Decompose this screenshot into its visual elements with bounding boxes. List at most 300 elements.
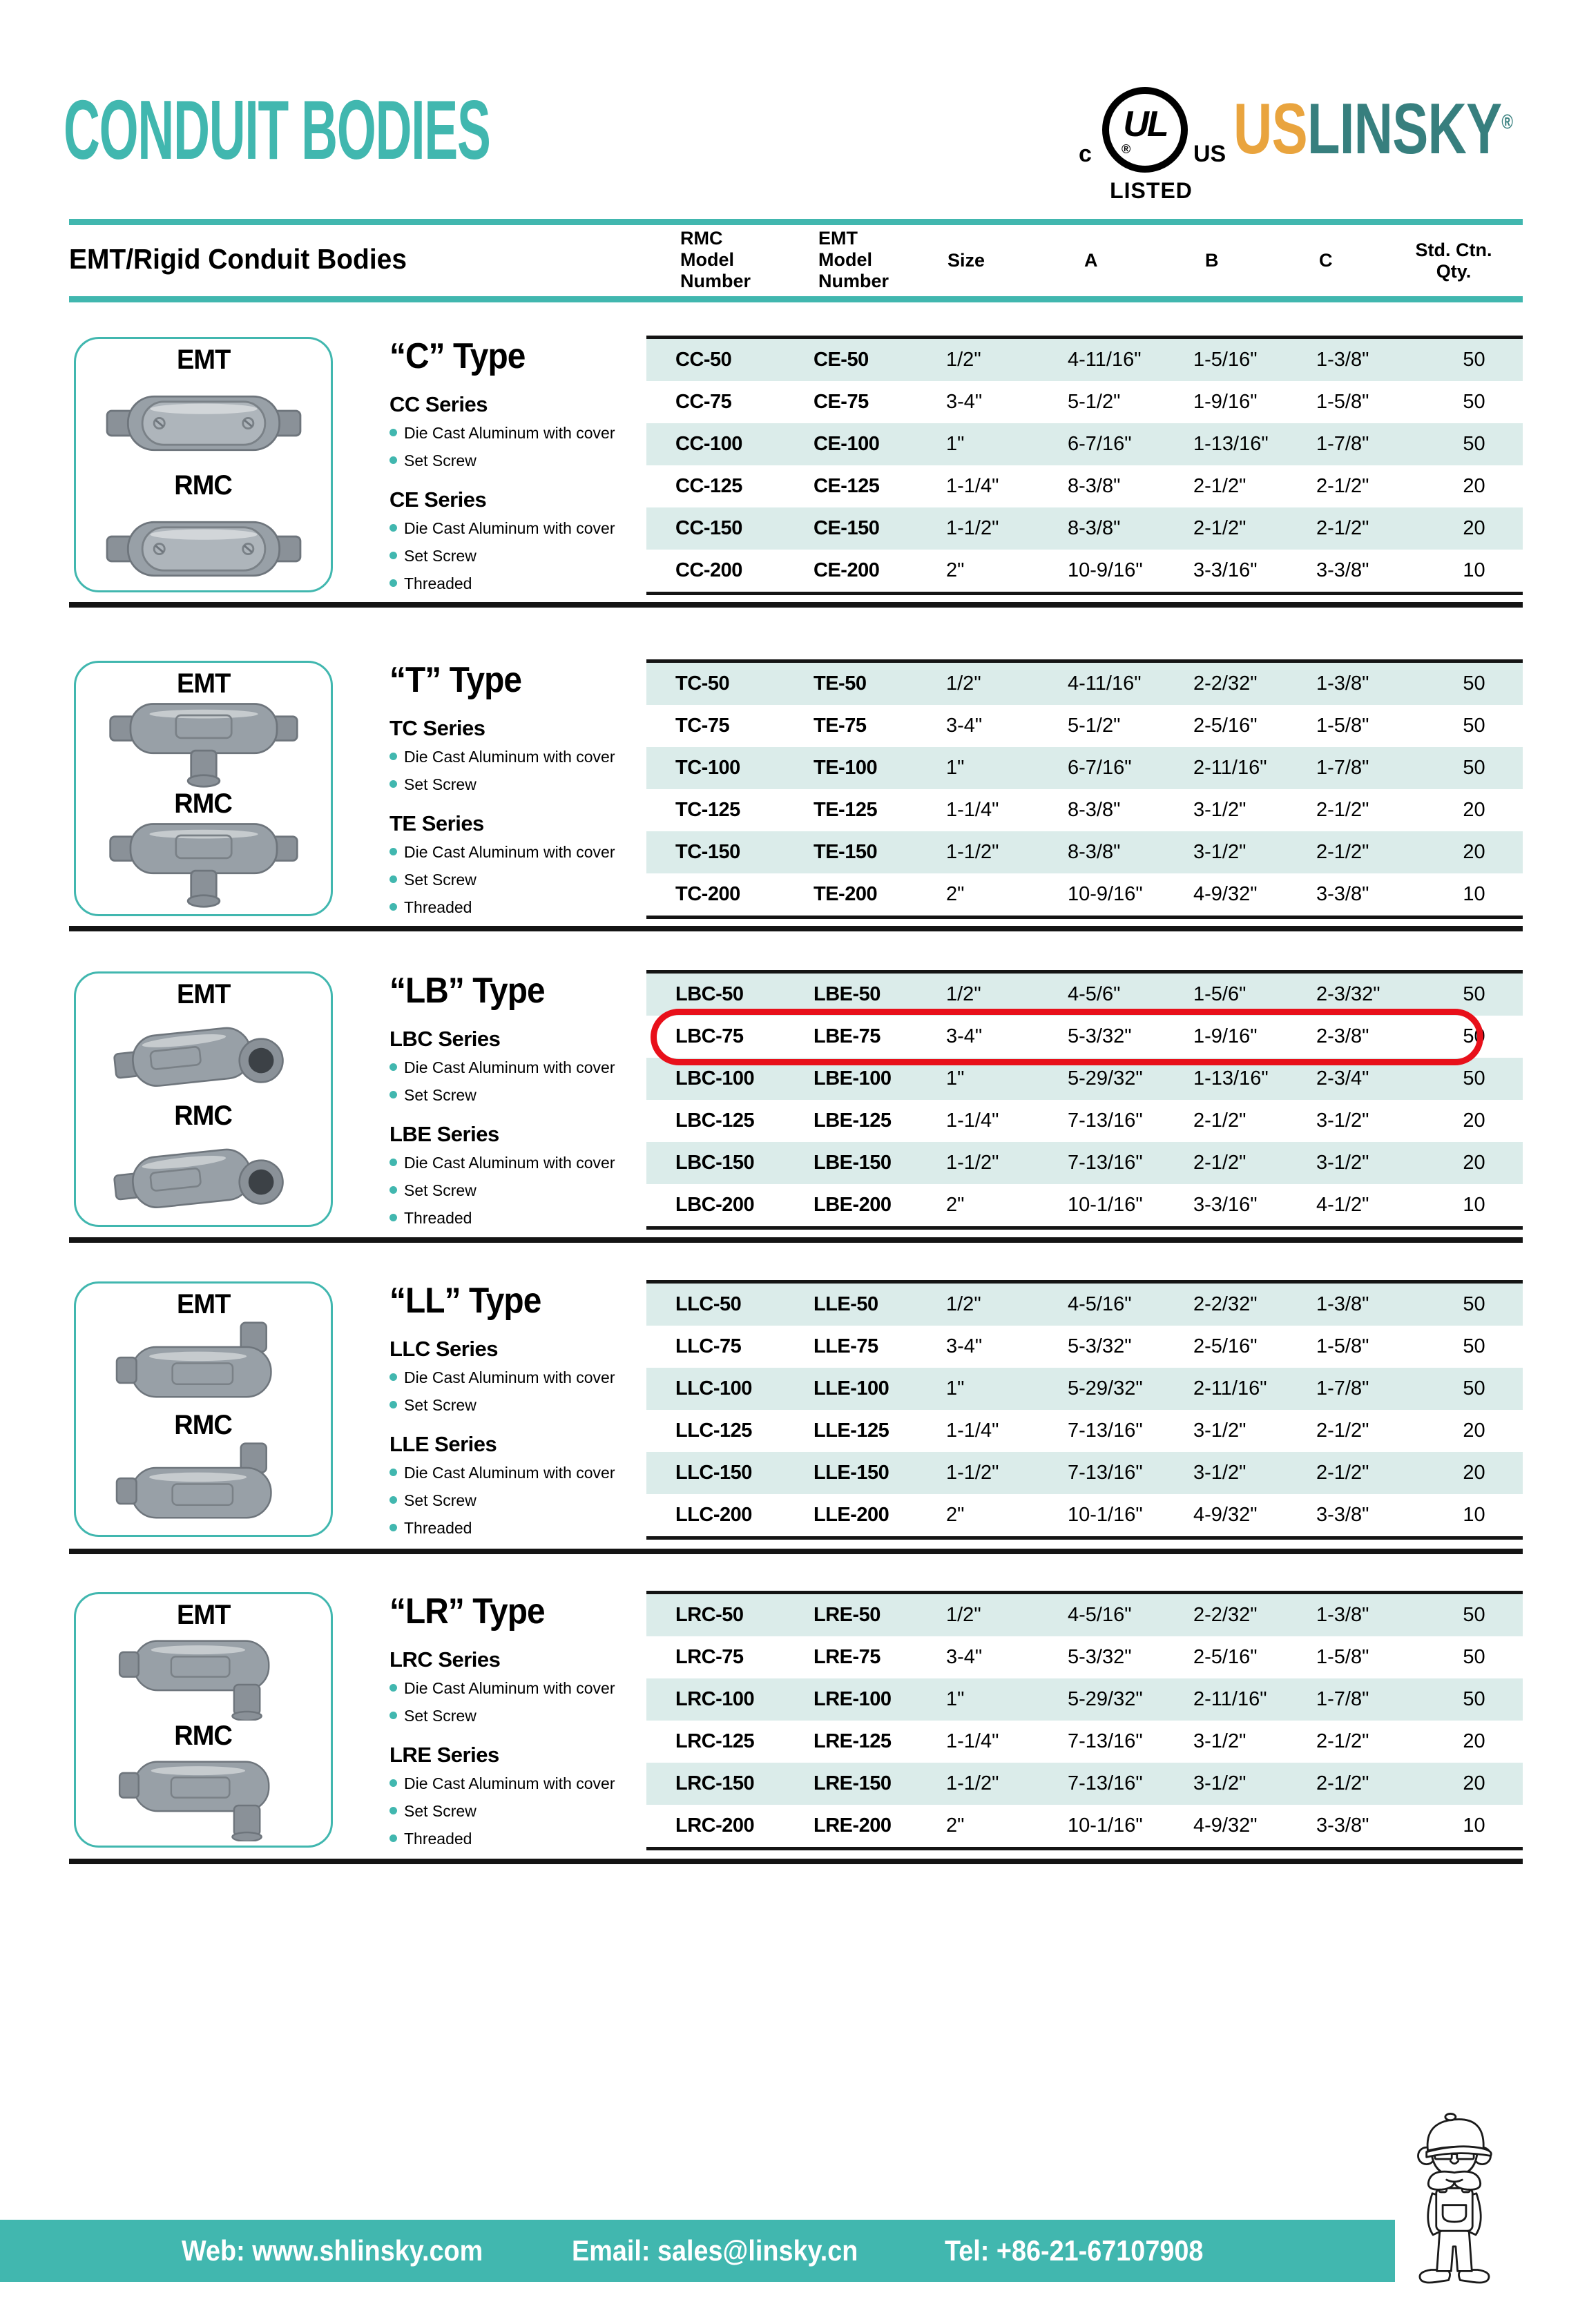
- feature-item: [389, 898, 644, 916]
- conduit-photo-rmc: [104, 820, 304, 909]
- cell-rmc: LRC-125: [675, 1730, 755, 1752]
- cell-rmc: LLC-75: [675, 1335, 742, 1357]
- cell-b: 2-1/2": [1193, 475, 1246, 497]
- cell-size: 1-1/4": [946, 1730, 999, 1752]
- cell-emt: LLE-125: [814, 1420, 889, 1442]
- cell-b: 2-1/2": [1193, 517, 1246, 539]
- cell-a: 7-13/16": [1068, 1420, 1143, 1442]
- cell-a: 7-13/16": [1068, 1462, 1143, 1484]
- cell-size: 1-1/2": [946, 517, 999, 539]
- header-rule-bottom: [69, 296, 1523, 302]
- cell-b: 2-11/16": [1193, 757, 1267, 779]
- bullet-icon: [389, 1373, 397, 1381]
- cell-emt: LRE-75: [814, 1646, 880, 1668]
- cell-c: 1-7/8": [1316, 1688, 1369, 1710]
- section-description: [389, 1591, 644, 1857]
- cell-size: 1": [946, 1377, 965, 1400]
- cell-a: 8-3/8": [1068, 841, 1121, 863]
- cell-b: 2-2/32": [1193, 1293, 1258, 1315]
- cell-emt: CE-100: [814, 433, 880, 455]
- bullet-icon: [389, 903, 397, 911]
- cell-a: 5-3/32": [1068, 1646, 1132, 1668]
- emt-label: EMT: [176, 979, 231, 1009]
- cell-emt: CE-200: [814, 559, 880, 581]
- bullet-icon: [389, 552, 397, 559]
- feature-item: [389, 1058, 644, 1076]
- cell-size: 1": [946, 757, 965, 779]
- type-title: “C” Type: [389, 336, 526, 376]
- cell-c: 1-3/8": [1316, 672, 1369, 695]
- rmc-label: RMC: [174, 788, 233, 820]
- feature-text: Set Screw: [404, 1707, 477, 1725]
- cell-rmc: LBC-100: [675, 1067, 755, 1090]
- cell-size: 1": [946, 433, 965, 455]
- cell-rmc: LLC-50: [675, 1293, 742, 1315]
- feature-item: [389, 748, 644, 766]
- feature-list: [389, 519, 644, 592]
- feature-list: [389, 1464, 644, 1537]
- cell-rmc: TC-150: [675, 841, 740, 863]
- cell-b: 2-1/2": [1193, 1110, 1246, 1132]
- footer-tel: Tel: +86-21-67107908: [945, 2234, 1204, 2267]
- cell-rmc: TC-200: [675, 883, 740, 905]
- cell-qty: 10: [1463, 883, 1485, 905]
- cell-rmc: LBC-50: [675, 983, 744, 1005]
- cell-emt: TE-125: [814, 799, 878, 821]
- cell-rmc: CC-75: [675, 391, 732, 413]
- ul-registered-mark: ®: [1122, 142, 1131, 156]
- table-row: [646, 1494, 1523, 1536]
- cell-rmc: LBC-200: [675, 1194, 755, 1216]
- feature-item: [389, 1679, 644, 1697]
- feature-item: [389, 1464, 644, 1482]
- cell-rmc: CC-100: [675, 433, 742, 455]
- cell-rmc: LLC-100: [675, 1377, 752, 1400]
- cell-size: 1/2": [946, 1293, 981, 1315]
- column-header-emt-model: EMT Model Number: [818, 228, 889, 291]
- cell-c: 2-1/2": [1316, 841, 1369, 863]
- cell-a: 4-11/16": [1068, 349, 1142, 371]
- series-name: LRC Series: [389, 1647, 501, 1672]
- cell-emt: LLE-150: [814, 1462, 889, 1484]
- cell-a: 6-7/16": [1068, 433, 1132, 455]
- feature-text: Threaded: [404, 1519, 472, 1537]
- spec-table: [646, 1280, 1523, 1540]
- type-title: “LB” Type: [389, 971, 545, 1011]
- cell-qty: 50: [1463, 672, 1485, 695]
- cell-b: 2-2/32": [1193, 1604, 1258, 1626]
- cell-a: 10-9/16": [1068, 559, 1143, 581]
- cell-a: 7-13/16": [1068, 1730, 1143, 1752]
- cell-a: 10-1/16": [1068, 1504, 1143, 1526]
- bullet-icon: [389, 1496, 397, 1504]
- feature-text: Die Cast Aluminum with cover: [404, 1679, 615, 1697]
- section-divider: [69, 926, 1523, 931]
- cell-c: 4-1/2": [1316, 1194, 1369, 1216]
- cell-b: 1-13/16": [1193, 433, 1269, 455]
- cell-qty: 20: [1463, 1152, 1485, 1174]
- bullet-icon: [389, 1159, 397, 1166]
- table-row: [646, 550, 1523, 592]
- cell-b: 2-5/16": [1193, 1646, 1258, 1668]
- cell-emt: CE-50: [814, 349, 869, 371]
- cell-a: 7-13/16": [1068, 1110, 1143, 1132]
- cell-size: 1": [946, 1067, 965, 1090]
- table-row: [646, 747, 1523, 789]
- ul-us-label: US: [1193, 141, 1226, 167]
- brand-linsky: LINSKY: [1307, 89, 1502, 169]
- cell-b: 2-11/16": [1193, 1377, 1267, 1400]
- cell-c: 1-7/8": [1316, 1377, 1369, 1400]
- table-row: [646, 1452, 1523, 1494]
- feature-text: Threaded: [404, 1830, 472, 1848]
- table-row: [646, 831, 1523, 873]
- cell-qty: 50: [1463, 1646, 1485, 1668]
- series-name: TC Series: [389, 716, 485, 740]
- header-rule-top: [69, 219, 1523, 225]
- series-name: LRE Series: [389, 1743, 499, 1767]
- cell-a: 4-11/16": [1068, 672, 1142, 695]
- series-block: [389, 811, 644, 916]
- cell-a: 5-29/32": [1068, 1688, 1143, 1710]
- bullet-icon: [389, 1214, 397, 1221]
- feature-item: [389, 1368, 644, 1386]
- ul-letters: UL: [1123, 104, 1167, 144]
- table-row: [646, 974, 1523, 1016]
- cell-b: 1-13/16": [1193, 1067, 1269, 1090]
- cell-rmc: LBC-75: [675, 1025, 744, 1047]
- cell-b: 2-2/32": [1193, 672, 1258, 695]
- feature-text: Set Screw: [404, 1491, 477, 1509]
- cell-a: 8-3/8": [1068, 517, 1121, 539]
- emt-label: EMT: [176, 1600, 231, 1630]
- cell-emt: TE-75: [814, 715, 867, 737]
- series-block: [389, 1743, 644, 1848]
- table-row: [646, 1142, 1523, 1184]
- rmc-label: RMC: [174, 1721, 233, 1751]
- type-title: “LL” Type: [389, 1281, 541, 1321]
- bullet-icon: [389, 1469, 397, 1476]
- cell-a: 10-9/16": [1068, 883, 1143, 905]
- cell-c: 1-5/8": [1316, 391, 1369, 413]
- cell-b: 3-1/2": [1193, 1462, 1246, 1484]
- cell-b: 1-9/16": [1193, 391, 1258, 413]
- mascot-illustration: [1409, 2098, 1500, 2285]
- cell-a: 5-1/2": [1068, 715, 1121, 737]
- feature-item: [389, 424, 644, 442]
- cell-size: 1-1/2": [946, 1152, 999, 1174]
- cell-a: 10-1/16": [1068, 1194, 1143, 1216]
- cell-emt: TE-200: [814, 883, 878, 905]
- ul-c-label: c: [1079, 141, 1092, 167]
- cell-a: 5-3/32": [1068, 1335, 1132, 1357]
- feature-item: [389, 519, 644, 537]
- table-row: [646, 705, 1523, 747]
- cell-emt: TE-50: [814, 672, 867, 695]
- bullet-icon: [389, 1186, 397, 1194]
- series-name: LBC Series: [389, 1027, 501, 1051]
- conduit-photo-emt: [103, 387, 305, 459]
- cell-size: 3-4": [946, 1335, 983, 1357]
- feature-text: Die Cast Aluminum with cover: [404, 1058, 615, 1076]
- feature-text: Set Screw: [404, 1396, 477, 1414]
- section-description: [389, 1280, 644, 1547]
- cell-rmc: LRC-50: [675, 1604, 744, 1626]
- feature-item: [389, 574, 644, 592]
- cell-qty: 10: [1463, 1194, 1485, 1216]
- cell-emt: LBE-200: [814, 1194, 892, 1216]
- cell-size: 2": [946, 1814, 965, 1837]
- table-row: [646, 1763, 1523, 1805]
- cell-qty: 50: [1463, 1025, 1485, 1047]
- cell-c: 1-3/8": [1316, 1604, 1369, 1626]
- cell-c: 1-3/8": [1316, 349, 1369, 371]
- table-row: [646, 1184, 1523, 1226]
- cell-a: 4-5/16": [1068, 1604, 1132, 1626]
- cell-emt: LRE-150: [814, 1772, 892, 1794]
- cell-size: 1/2": [946, 1604, 981, 1626]
- cell-c: 3-3/8": [1316, 1504, 1369, 1526]
- cell-rmc: CC-125: [675, 475, 742, 497]
- cell-rmc: CC-150: [675, 517, 742, 539]
- cell-emt: LBE-50: [814, 983, 880, 1005]
- feature-item: [389, 547, 644, 565]
- cell-qty: 50: [1463, 1604, 1485, 1626]
- bullet-icon: [389, 1091, 397, 1098]
- feature-text: Threaded: [404, 898, 472, 916]
- conduit-photo-emt: [102, 1014, 306, 1098]
- feature-list: [389, 748, 644, 793]
- table-row: [646, 789, 1523, 831]
- bullet-icon: [389, 456, 397, 464]
- ul-listed-logo: [1079, 81, 1224, 220]
- cell-size: 1-1/4": [946, 1110, 999, 1132]
- feature-text: Set Screw: [404, 547, 477, 565]
- cell-c: 3-3/8": [1316, 1814, 1369, 1837]
- section-c-type: [69, 336, 1523, 606]
- section-divider: [69, 1859, 1523, 1864]
- cell-size: 1-1/2": [946, 841, 999, 863]
- table-row: [646, 873, 1523, 916]
- cell-rmc: LRC-150: [675, 1772, 755, 1794]
- cell-emt: TE-100: [814, 757, 878, 779]
- band-title: EMT/Rigid Conduit Bodies: [69, 243, 407, 275]
- feature-list: [389, 424, 644, 469]
- section-divider: [69, 1549, 1523, 1554]
- feature-text: Threaded: [404, 1209, 472, 1227]
- feature-text: Die Cast Aluminum with cover: [404, 519, 615, 537]
- cell-rmc: TC-75: [675, 715, 730, 737]
- feature-text: Die Cast Aluminum with cover: [404, 843, 615, 861]
- cell-b: 3-1/2": [1193, 1420, 1246, 1442]
- cell-b: 2-1/2": [1193, 1152, 1246, 1174]
- cell-c: 2-1/2": [1316, 1462, 1369, 1484]
- cell-size: 1-1/4": [946, 475, 999, 497]
- column-header-rmc-model: RMC Model Number: [680, 228, 751, 291]
- emt-label: EMT: [176, 1289, 231, 1319]
- cell-c: 1-5/8": [1316, 715, 1369, 737]
- feature-text: Die Cast Aluminum with cover: [404, 1368, 615, 1386]
- cell-c: 1-7/8": [1316, 757, 1369, 779]
- column-header-b: B: [1205, 250, 1219, 271]
- cell-qty: 50: [1463, 349, 1485, 371]
- cell-a: 8-3/8": [1068, 475, 1121, 497]
- cell-emt: LLE-50: [814, 1293, 878, 1315]
- cell-qty: 20: [1463, 1772, 1485, 1794]
- cell-a: 7-13/16": [1068, 1772, 1143, 1794]
- section-ll-type: [69, 1280, 1523, 1551]
- section-t-type: [69, 659, 1523, 930]
- cell-size: 3-4": [946, 1646, 983, 1668]
- feature-item: [389, 1802, 644, 1820]
- section-description: [389, 336, 644, 602]
- feature-text: Die Cast Aluminum with cover: [404, 1774, 615, 1792]
- cell-qty: 20: [1463, 1730, 1485, 1752]
- cell-c: 1-5/8": [1316, 1335, 1369, 1357]
- product-photo-box: [74, 1281, 333, 1537]
- table-row: [646, 1016, 1523, 1058]
- cell-qty: 50: [1463, 1293, 1485, 1315]
- feature-item: [389, 1181, 644, 1199]
- cell-c: 3-1/2": [1316, 1152, 1369, 1174]
- cell-qty: 20: [1463, 517, 1485, 539]
- footer-email: Email: sales@linsky.cn: [571, 2234, 858, 2267]
- feature-item: [389, 775, 644, 793]
- cell-size: 2": [946, 1504, 965, 1526]
- feature-text: Die Cast Aluminum with cover: [404, 748, 615, 766]
- cell-qty: 50: [1463, 757, 1485, 779]
- cell-qty: 50: [1463, 1688, 1485, 1710]
- cell-c: 2-1/2": [1316, 517, 1369, 539]
- series-name: CC Series: [389, 392, 488, 416]
- cell-b: 3-3/16": [1193, 1194, 1258, 1216]
- cell-b: 2-5/16": [1193, 1335, 1258, 1357]
- cell-a: 5-29/32": [1068, 1377, 1143, 1400]
- cell-c: 3-3/8": [1316, 883, 1369, 905]
- table-row: [646, 507, 1523, 550]
- feature-item: [389, 871, 644, 889]
- cell-size: 1-1/4": [946, 799, 999, 821]
- bullet-icon: [389, 1684, 397, 1692]
- feature-text: Die Cast Aluminum with cover: [404, 1464, 615, 1482]
- feature-item: [389, 1830, 644, 1848]
- cell-size: 1/2": [946, 672, 981, 695]
- cell-qty: 50: [1463, 1377, 1485, 1400]
- cell-c: 2-3/4": [1316, 1067, 1369, 1090]
- cell-emt: LBE-125: [814, 1110, 892, 1132]
- conduit-photo-emt: [101, 1321, 307, 1408]
- feature-item: [389, 843, 644, 861]
- cell-b: 1-5/16": [1193, 349, 1258, 371]
- cell-c: 2-1/2": [1316, 1772, 1369, 1794]
- feature-list: [389, 1154, 644, 1227]
- table-row: [646, 1410, 1523, 1452]
- cell-qty: 10: [1463, 1504, 1485, 1526]
- cell-rmc: LRC-75: [675, 1646, 744, 1668]
- cell-a: 5-3/32": [1068, 1025, 1132, 1047]
- cell-b: 3-3/16": [1193, 559, 1258, 581]
- series-block: [389, 1432, 644, 1537]
- cell-size: 1-1/2": [946, 1462, 999, 1484]
- bullet-icon: [389, 1401, 397, 1408]
- ul-circle-icon: [1102, 87, 1188, 173]
- feature-text: Set Screw: [404, 775, 477, 793]
- cell-c: 2-3/8": [1316, 1025, 1369, 1047]
- bullet-icon: [389, 1524, 397, 1531]
- cell-qty: 20: [1463, 1110, 1485, 1132]
- cell-a: 7-13/16": [1068, 1152, 1143, 1174]
- table-row: [646, 381, 1523, 423]
- cell-c: 2-1/2": [1316, 1420, 1369, 1442]
- cell-b: 2-11/16": [1193, 1688, 1267, 1710]
- cell-qty: 20: [1463, 841, 1485, 863]
- cell-size: 2": [946, 883, 965, 905]
- spec-table: [646, 970, 1523, 1230]
- cell-qty: 50: [1463, 715, 1485, 737]
- cell-b: 4-9/32": [1193, 1814, 1258, 1837]
- series-block: [389, 1122, 644, 1227]
- table-row: [646, 1721, 1523, 1763]
- bullet-icon: [389, 429, 397, 436]
- spec-table: [646, 659, 1523, 919]
- cell-c: 1-3/8": [1316, 1293, 1369, 1315]
- bullet-icon: [389, 1712, 397, 1719]
- bullet-icon: [389, 1779, 397, 1787]
- cell-qty: 20: [1463, 799, 1485, 821]
- series-wrap: [389, 392, 644, 592]
- cell-qty: 20: [1463, 475, 1485, 497]
- cell-a: 10-1/16": [1068, 1814, 1143, 1837]
- cell-size: 1/2": [946, 983, 981, 1005]
- series-block: [389, 716, 644, 793]
- cell-emt: LBE-75: [814, 1025, 880, 1047]
- feature-list: [389, 1368, 644, 1414]
- series-name: LLE Series: [389, 1432, 497, 1456]
- cell-emt: LRE-125: [814, 1730, 892, 1752]
- emt-label: EMT: [176, 668, 231, 699]
- cell-rmc: TC-50: [675, 672, 730, 695]
- cell-a: 4-5/6": [1068, 983, 1121, 1005]
- conduit-photo-rmc: [101, 1442, 307, 1529]
- table-row: [646, 465, 1523, 507]
- table-row: [646, 1100, 1523, 1142]
- table-row: [646, 1594, 1523, 1636]
- feature-list: [389, 1058, 644, 1104]
- table-row: [646, 1326, 1523, 1368]
- conduit-photo-emt: [104, 700, 304, 788]
- feature-text: Die Cast Aluminum with cover: [404, 1154, 615, 1172]
- feature-item: [389, 452, 644, 469]
- section-divider: [69, 1237, 1523, 1243]
- footer-web: Web: www.shlinsky.com: [182, 2234, 483, 2267]
- feature-list: [389, 1679, 644, 1725]
- cell-emt: LBE-100: [814, 1067, 892, 1090]
- series-block: [389, 392, 644, 469]
- table-row: [646, 1368, 1523, 1410]
- cell-rmc: LBC-125: [675, 1110, 755, 1132]
- series-block: [389, 1647, 644, 1725]
- cell-rmc: LBC-150: [675, 1152, 755, 1174]
- brand-logo: [1233, 88, 1512, 171]
- cell-emt: CE-125: [814, 475, 880, 497]
- table-row: [646, 423, 1523, 465]
- emt-label: EMT: [176, 345, 231, 375]
- cell-emt: LRE-200: [814, 1814, 892, 1837]
- cell-size: 3-4": [946, 1025, 983, 1047]
- cell-c: 3-3/8": [1316, 559, 1369, 581]
- cell-rmc: TC-125: [675, 799, 740, 821]
- footer-bar: [0, 2220, 1395, 2282]
